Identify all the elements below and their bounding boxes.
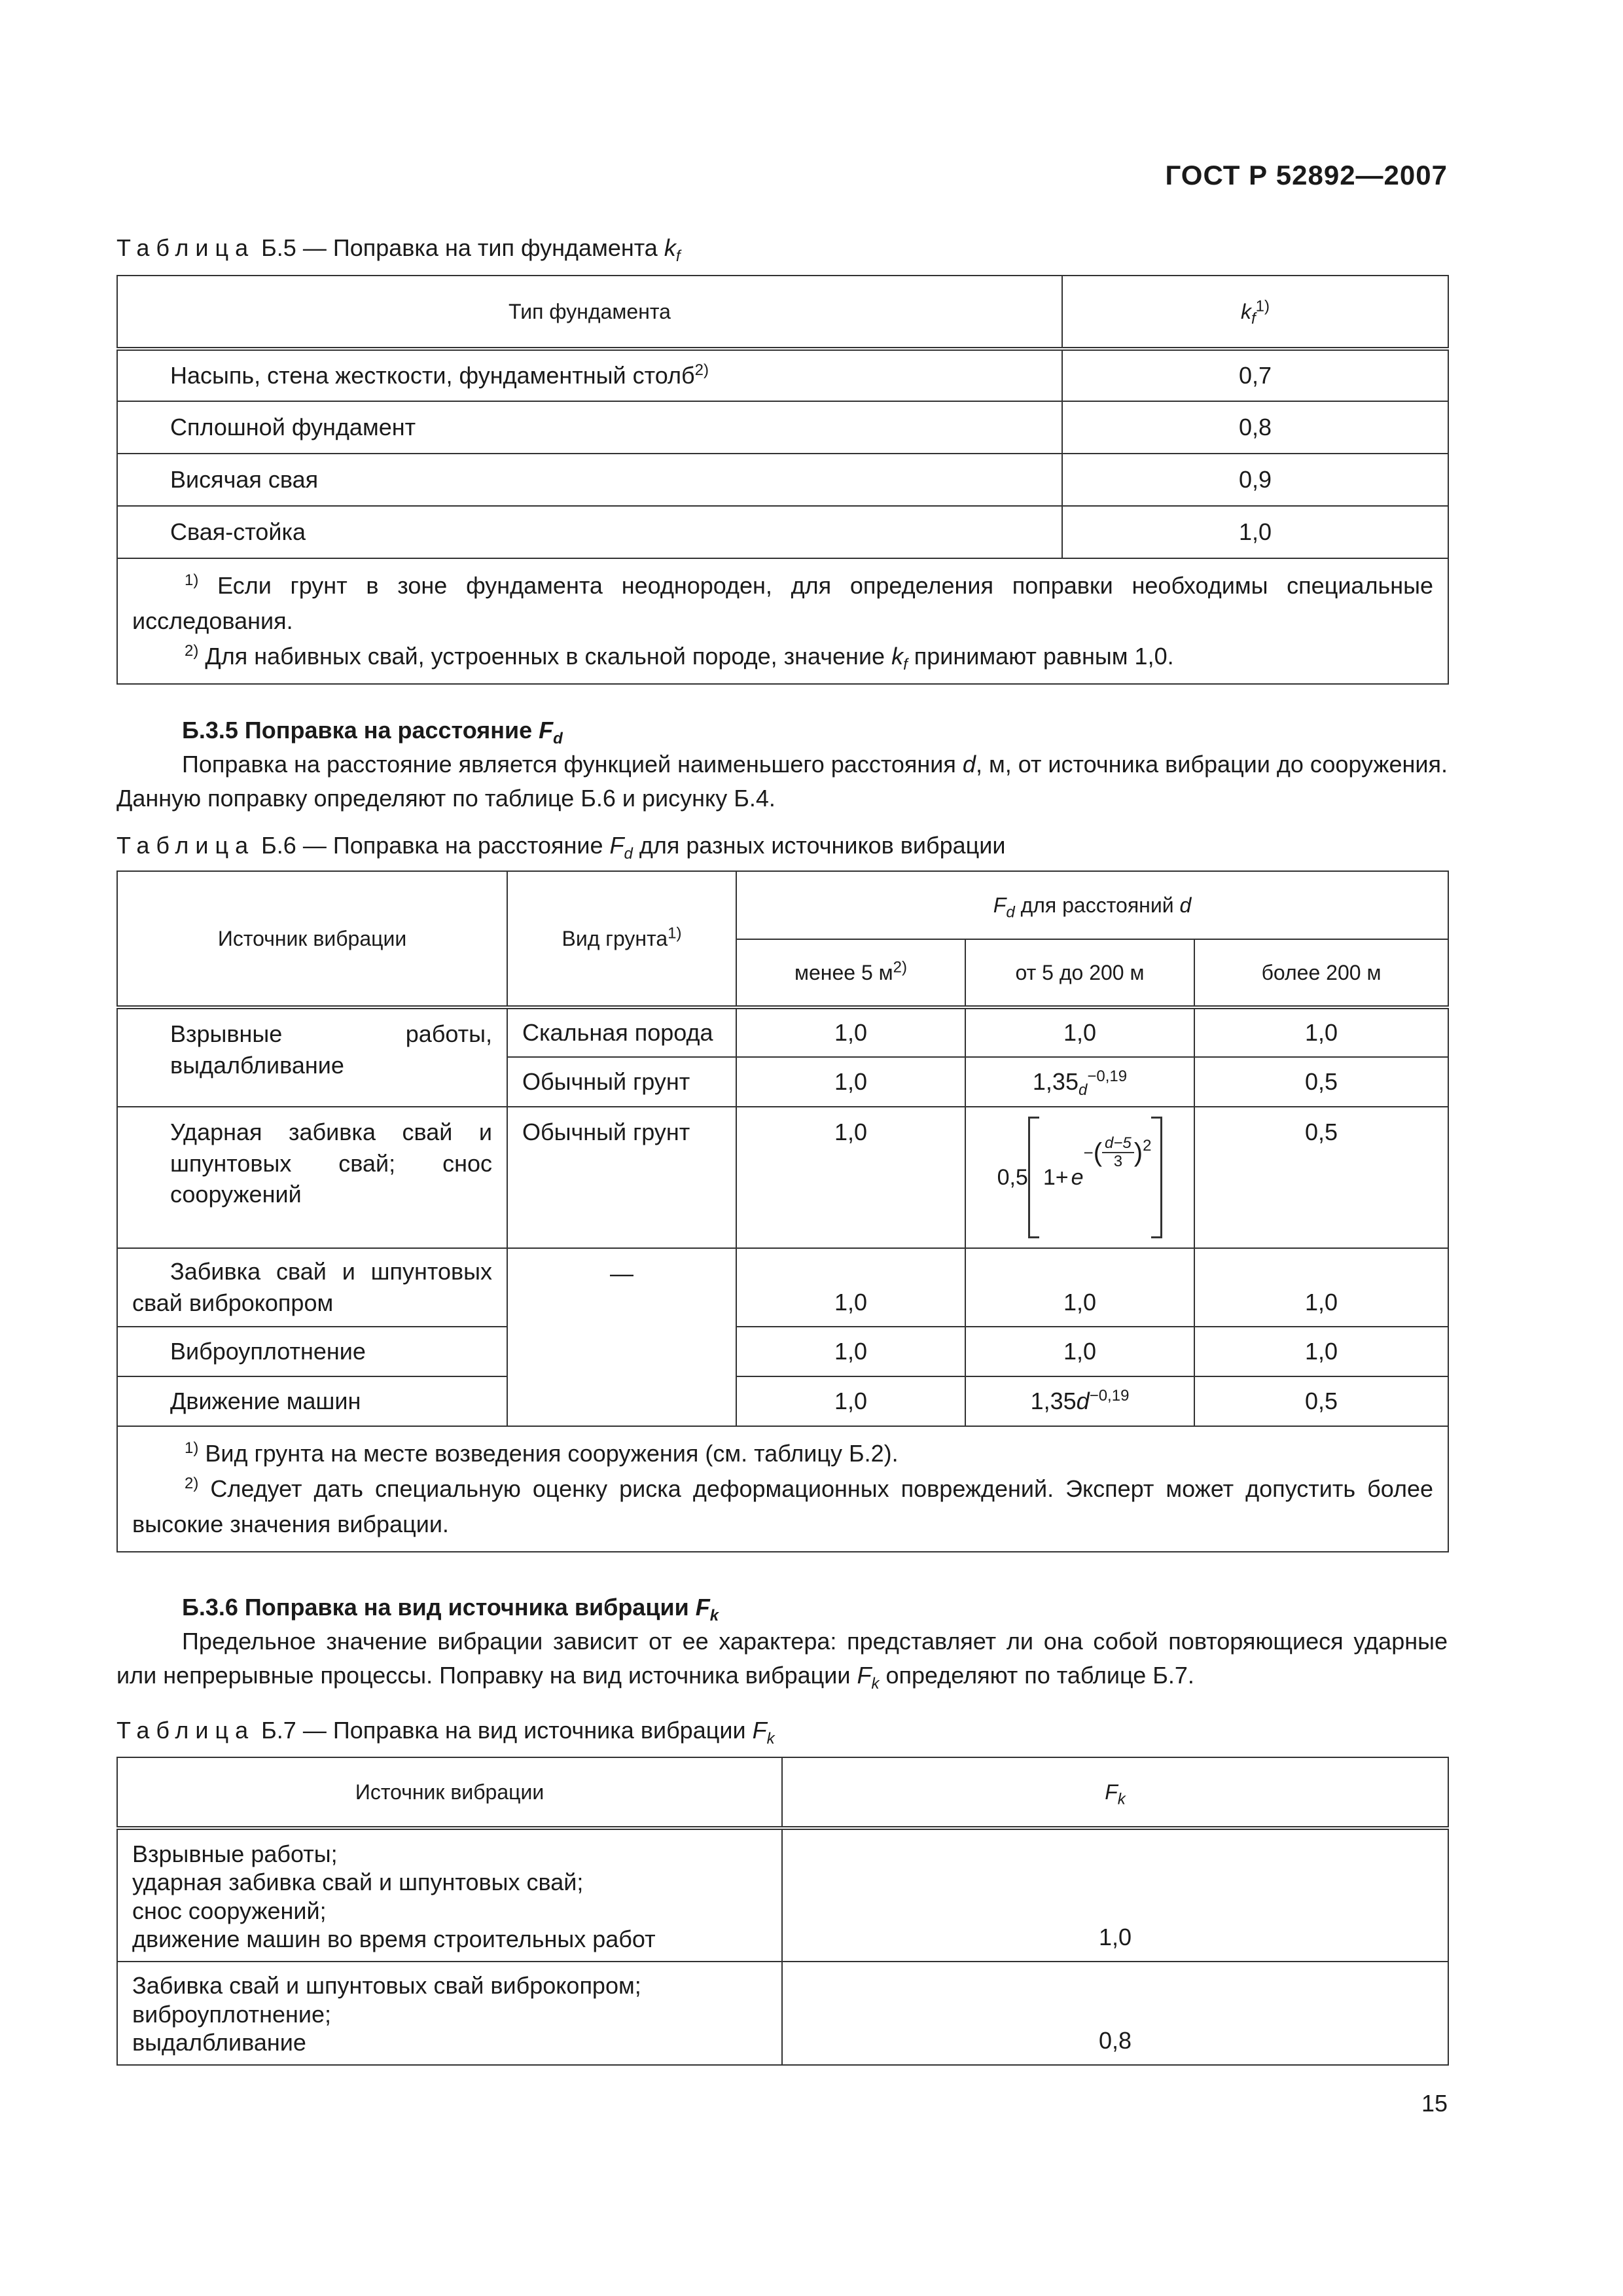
- note-text: Следует дать специальную оценку риска деформационных повреждений. Эксперт может допустить более высокие значения вибрации.: [132, 1475, 1433, 1537]
- paren-close: ): [1133, 1138, 1143, 1167]
- fk-subscript: k: [871, 1675, 880, 1693]
- col-header-soil: [507, 871, 736, 1007]
- col-header-source: Источник вибрации: [117, 1757, 782, 1828]
- value-cell: 1,0: [1194, 1248, 1448, 1327]
- section-b36: [116, 1590, 1448, 1693]
- value-cell: 1,0: [736, 1007, 965, 1057]
- col-header-5-200: от 5 до 200 м: [965, 939, 1194, 1007]
- note-mark: 2): [185, 1475, 199, 1492]
- row-value: 0,7: [1062, 349, 1448, 401]
- source-line: выдалбливание: [132, 2028, 306, 2056]
- value-cell: 1,0: [736, 1057, 965, 1107]
- header-text: Вид грунта: [562, 926, 668, 950]
- value-cell: 1,0: [736, 1376, 965, 1426]
- table-notes: [117, 1426, 1448, 1552]
- section-b35: [116, 713, 1448, 816]
- formula-coef: 0,5: [997, 1164, 1028, 1190]
- value-cell: 0,5: [1194, 1376, 1448, 1426]
- fk-subscript: k: [1117, 1790, 1126, 1808]
- note-text: Если грунт в зоне фундамента неоднороден, для определения поправки необходимы специальные исследования.: [132, 572, 1433, 634]
- d-symbol: d: [962, 751, 976, 778]
- section-title: [116, 1590, 1448, 1624]
- caption-text: Б.6 — Поправка на расстояние: [261, 832, 603, 859]
- section-paragraph: [116, 747, 1448, 816]
- formula-e: e: [1071, 1164, 1084, 1190]
- row-label: [117, 349, 1062, 401]
- col-group-header-fd: [736, 871, 1448, 939]
- source-list: [117, 1962, 782, 2065]
- source-list: [117, 1828, 782, 1962]
- soil-cell: Скальная порода: [507, 1007, 736, 1057]
- value-cell-formula: [965, 1057, 1194, 1107]
- source-cell: Взрывные работы, выдалбливание: [117, 1007, 507, 1107]
- fk-symbol: F: [857, 1662, 872, 1689]
- source-line: снос сооружений;: [132, 1897, 327, 1924]
- value-cell: 1,0: [736, 1248, 965, 1327]
- table-b5: [116, 275, 1449, 685]
- table-row: [117, 506, 1448, 558]
- col-header-lt5: [736, 939, 965, 1007]
- d-symbol: d: [1078, 1081, 1088, 1100]
- value-cell: 0,5: [1194, 1107, 1448, 1248]
- table-row: [117, 1327, 1448, 1376]
- exponent: −0,19: [1089, 1387, 1130, 1405]
- fk-subscript: k: [766, 1730, 775, 1748]
- left-bracket: [1028, 1117, 1039, 1238]
- document-id: ГОСТ Р 52892—2007: [1165, 160, 1448, 190]
- paragraph-text: Предельное значение вибрации зависит от ее характера: представляет ли она собой повторяющиеся ударные или непрерывные процессы. Поправку на вид источника вибрации: [116, 1628, 1448, 1689]
- table-b6-caption: [116, 830, 1006, 861]
- d-symbol: d: [1076, 1388, 1090, 1415]
- header-text: для расстояний: [1020, 893, 1174, 917]
- formula-one: 1+: [1043, 1164, 1069, 1190]
- kf-footnote-mark: 1): [1255, 297, 1270, 315]
- section-title-text: Б.3.6 Поправка на вид источника вибрации: [182, 1594, 689, 1621]
- table-row: [117, 349, 1448, 401]
- kf-subscript: f: [903, 656, 908, 674]
- row-label: Висячая свая: [117, 454, 1062, 506]
- footnote-mark: 2): [694, 361, 709, 380]
- section-paragraph: [116, 1624, 1448, 1693]
- soil-cell-dash: —: [507, 1248, 736, 1426]
- paragraph-text: Поправка на расстояние является функцией наименьшего расстояния: [182, 751, 956, 778]
- coef: 1,35: [1032, 1068, 1079, 1096]
- kf-subscript: f: [1251, 310, 1256, 328]
- table-row: [117, 454, 1448, 506]
- fd-subscript: d: [553, 730, 563, 748]
- table-row: [117, 1248, 1448, 1327]
- fk-subscript: k: [709, 1607, 719, 1625]
- exponent: −0,19: [1087, 1067, 1128, 1086]
- table-row: [117, 1828, 1448, 1962]
- row-label: Свая-стойка: [117, 506, 1062, 558]
- note-text: принимают равным 1,0.: [914, 643, 1174, 670]
- formula-exponent: − ( $\frac{d-5}{3}$ ) $^2$: [1083, 1134, 1152, 1170]
- table-b5-caption: [116, 232, 681, 264]
- fd-subscript: d: [1006, 903, 1015, 922]
- caption-word: Таблица: [116, 234, 255, 261]
- source-cell: Ударная забивка свай и шпунтовых свай; снос сооружений: [117, 1107, 507, 1248]
- table-b7-caption: [116, 1715, 775, 1746]
- formula-cell: [965, 1107, 1194, 1248]
- footnote-mark: 1): [668, 924, 682, 942]
- fk-symbol: F: [695, 1594, 710, 1621]
- section-title-text: Б.3.5 Поправка на расстояние: [182, 717, 533, 744]
- formula-fraction: [1102, 1135, 1134, 1171]
- note-2: [132, 1471, 1433, 1542]
- caption-word: Таблица: [116, 1717, 255, 1744]
- fraction-denominator: 3: [1113, 1153, 1123, 1170]
- table-row: [117, 1376, 1448, 1426]
- note-1: [132, 568, 1433, 639]
- fd-symbol: F: [539, 717, 554, 744]
- source-line: Забивка свай и шпунтовых свай виброкопром;: [132, 1972, 641, 2000]
- paragraph-text: определяют по таблице Б.7.: [885, 1662, 1194, 1689]
- value-cell: 0,5: [1194, 1057, 1448, 1107]
- source-line: движение машин во время строительных работ: [132, 1925, 656, 1952]
- right-bracket: [1151, 1117, 1162, 1238]
- source-line: виброуплотнение;: [132, 2000, 332, 2028]
- table-notes: [117, 558, 1448, 684]
- row-value: 1,0: [1062, 506, 1448, 558]
- footnote-mark: 2): [893, 958, 907, 977]
- row-value: 0,9: [1062, 454, 1448, 506]
- value-cell: 1,0: [965, 1248, 1194, 1327]
- note-text: Вид грунта на месте возведения сооружения (см. таблицу Б.2).: [205, 1440, 899, 1467]
- source-cell: [117, 1248, 507, 1327]
- paragraph-text: , м, от источника вибрации до сооружения. Данную поправку определяют по таблице Б.6 и рисунку Б.4.: [116, 751, 1448, 812]
- table-b6: [116, 870, 1449, 1552]
- value-cell: 1,0: [1194, 1327, 1448, 1376]
- col-header-foundation-type: Тип фундамента: [117, 276, 1062, 349]
- value-cell-formula: [965, 1376, 1194, 1426]
- caption-text: для разных источников вибрации: [639, 832, 1006, 859]
- row-value: 0,8: [1062, 401, 1448, 454]
- caption-symbol: k: [664, 234, 676, 261]
- distance-formula: [997, 1117, 1163, 1238]
- source-cell: Виброуплотнение: [117, 1327, 507, 1376]
- note-mark: 1): [185, 571, 199, 589]
- table-row: [117, 1107, 1448, 1248]
- header-text: менее 5 м: [794, 960, 893, 984]
- note-2: [132, 639, 1433, 674]
- fd-subscript: d: [624, 845, 633, 863]
- col-header-gt200: более 200 м: [1194, 939, 1448, 1007]
- value-cell: 1,0: [965, 1327, 1194, 1376]
- caption-subscript: f: [675, 247, 681, 266]
- soil-cell: Обычный грунт: [507, 1107, 736, 1248]
- fd-symbol: F: [609, 832, 624, 859]
- page-number: 15: [1421, 2090, 1448, 2117]
- value-cell: 1,0: [965, 1007, 1194, 1057]
- note-mark: 2): [185, 642, 199, 660]
- formula-minus: −: [1083, 1142, 1094, 1162]
- kf-symbol: k: [891, 643, 904, 670]
- table-row: [117, 1007, 1448, 1057]
- value-cell: 0,8: [782, 1962, 1448, 2065]
- fd-symbol: F: [993, 893, 1007, 917]
- note-mark: 1): [185, 1439, 199, 1457]
- source-text: Забивка свай и шпунтовых свай виброкопром: [132, 1258, 492, 1316]
- coef: 1,35: [1030, 1388, 1077, 1415]
- value-cell: 1,0: [736, 1327, 965, 1376]
- note-text: Для набивных свай, устроенных в скальной породе, значение: [205, 643, 885, 670]
- fk-symbol: F: [752, 1717, 767, 1744]
- caption-text: Б.5 — Поправка на тип фундамента: [261, 234, 658, 261]
- source-line: Взрывные работы;: [132, 1840, 338, 1868]
- table-row: [117, 1962, 1448, 2065]
- col-header-source: Источник вибрации: [117, 871, 507, 1007]
- value-cell: 1,0: [782, 1828, 1448, 1962]
- source-line: ударная забивка свай и шпунтовых свай;: [132, 1869, 584, 1896]
- d-symbol: d: [1179, 893, 1192, 917]
- fk-symbol: F: [1105, 1780, 1118, 1804]
- col-header-fk: [782, 1757, 1448, 1828]
- paren-open: (: [1093, 1138, 1103, 1167]
- note-1: [132, 1436, 1433, 1471]
- kf-symbol: k: [1240, 299, 1251, 323]
- source-cell: Движение машин: [117, 1376, 507, 1426]
- caption-word: Таблица: [116, 832, 255, 859]
- soil-cell: Обычный грунт: [507, 1057, 736, 1107]
- col-header-kf: [1062, 276, 1448, 349]
- row-label: Сплошной фундамент: [117, 401, 1062, 454]
- fraction-numerator: d−5: [1102, 1135, 1134, 1153]
- row-label-text: Насыпь, стена жесткости, фундаментный столб: [170, 362, 695, 389]
- caption-text: Б.7 — Поправка на вид источника вибрации: [261, 1717, 746, 1744]
- table-row: [117, 401, 1448, 454]
- section-title: [116, 713, 1448, 747]
- table-b7: [116, 1757, 1449, 2066]
- value-cell: 1,0: [1194, 1007, 1448, 1057]
- value-cell: 1,0: [736, 1107, 965, 1248]
